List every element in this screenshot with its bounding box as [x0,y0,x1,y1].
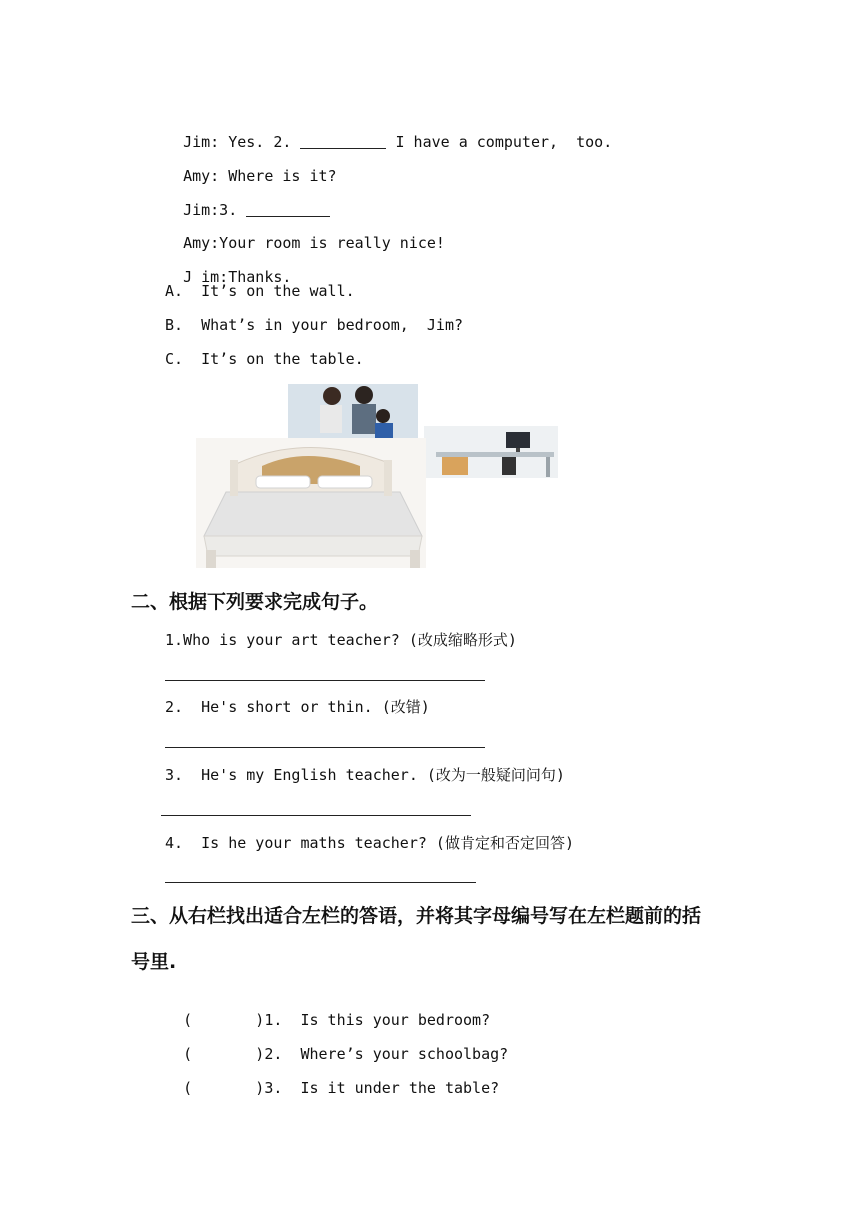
section-3-title-cont: 号里. [131,951,177,973]
section-3-title: 三、从右栏找出适合左栏的答语，并将其字母编号写在左栏题前的括 [131,905,702,927]
option-c: C. It’s on the table. [165,350,364,368]
answer-line [165,882,476,883]
match-item-3 [165,1058,499,1098]
answer-line [165,747,485,748]
bed [196,438,426,568]
dialogue-text: I have a computer, too. [386,133,613,151]
task-item-4: 4. Is he your maths teacher? (做肯定和否定回答) [165,834,574,852]
answer-line [161,815,471,816]
task-item-3: 3. He's my English teacher. (改为一般疑问问句) [165,766,565,784]
answer-bracket: ( ) [183,1045,265,1063]
option-b: B. What’s in your bedroom, Jim? [165,316,464,334]
task-item-2: 2. He's short or thin. (改错) [165,698,430,716]
computer-desk [424,426,558,478]
match-question: 3. Is it under the table? [264,1079,500,1097]
dialogue-text: Jim:3. [183,201,247,219]
dialogue-text: Jim: Yes. 2. [183,133,301,151]
dialogue-text: Amy: Where is it? [183,167,337,185]
family-photo [288,384,418,444]
option-a: A. It’s on the wall. [165,282,355,300]
bedroom-illustration [196,380,562,570]
dialogue-text: Amy:Your room is really nice! [183,234,445,252]
answer-bracket: ( ) [183,1079,265,1097]
match-question: 1. Is this your bedroom? [264,1011,491,1029]
section-2-title: 二、根据下列要求完成句子。 [131,591,379,613]
answer-bracket: ( ) [183,1011,265,1029]
dialogue-text: J im:Thanks. [183,268,292,286]
task-item-1: 1.Who is your art teacher? (改成缩略形式) [165,631,517,649]
match-question: 2. Where’s your schoolbag? [264,1045,509,1063]
answer-line [165,680,485,681]
